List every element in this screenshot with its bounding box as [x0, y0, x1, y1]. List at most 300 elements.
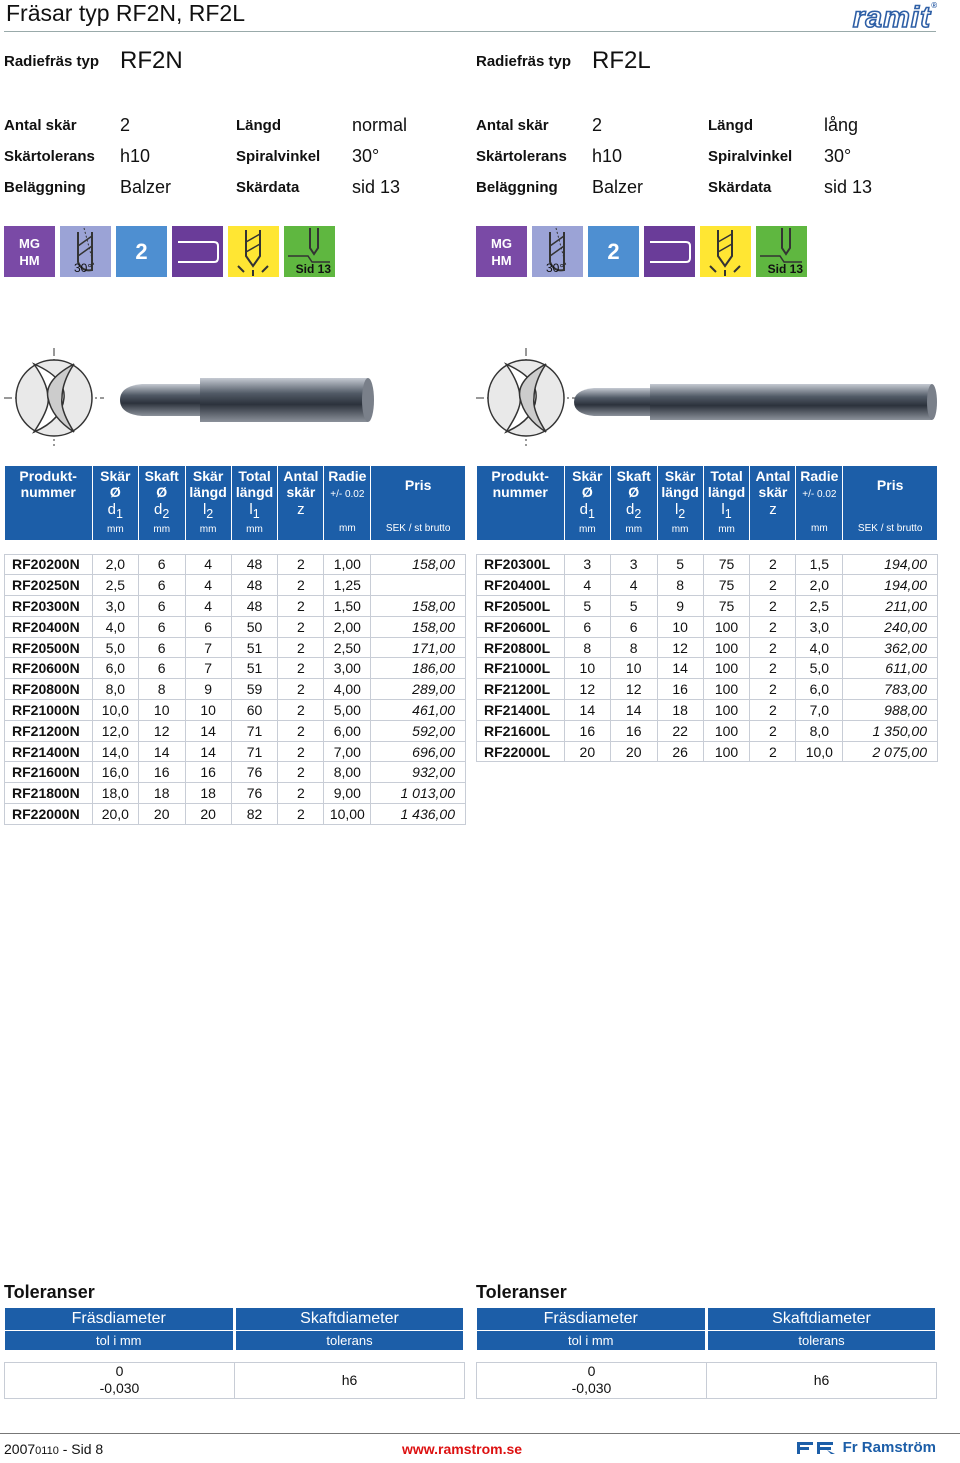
- material-line-2: HM: [491, 252, 512, 268]
- table-row: [477, 637, 938, 658]
- radius: 1,5: [796, 554, 843, 575]
- col-price: Pris SEK / st brutto: [371, 466, 466, 540]
- product-number: RF20600L: [477, 616, 565, 637]
- prop-value: Balzer: [120, 177, 172, 197]
- shank-diameter: 6: [138, 616, 185, 637]
- flutes: 2: [278, 741, 324, 762]
- rf2l-table-body: [477, 540, 938, 762]
- flutes: 2: [750, 741, 796, 762]
- prop-key: Längd: [236, 117, 281, 134]
- radius: 8,0: [796, 720, 843, 741]
- product-number: RF21000L: [477, 658, 565, 679]
- cut-diameter: 10: [564, 658, 610, 679]
- cut-diameter: 18,0: [92, 783, 138, 804]
- cutting-data-icon: [284, 226, 335, 277]
- price: 171,00: [371, 637, 466, 658]
- cut-diameter: 12: [564, 679, 610, 700]
- total-length: 100: [703, 720, 750, 741]
- cut-length: 18: [657, 700, 703, 721]
- flutes: 2: [750, 637, 796, 658]
- price: 988,00: [843, 700, 938, 721]
- flutes: 2: [278, 658, 324, 679]
- table-row: [477, 554, 938, 575]
- cut-diameter: 4,0: [92, 616, 138, 637]
- total-length: 100: [703, 637, 750, 658]
- prop-row: [476, 172, 938, 203]
- tol-mill-value: 0 -0,030: [5, 1362, 235, 1398]
- total-length: 100: [703, 679, 750, 700]
- shank-diameter: 16: [610, 720, 657, 741]
- rf2n-table-body: [5, 540, 466, 824]
- cut-length: 9: [657, 596, 703, 617]
- fr-ramstrom-logo-icon: [797, 1441, 837, 1455]
- cut-diameter: 2,0: [92, 554, 138, 575]
- cut-length: 26: [657, 741, 703, 762]
- cut-diameter: 5,0: [92, 637, 138, 658]
- prop-row: [4, 141, 466, 172]
- col-product: Produkt- nummer: [5, 466, 93, 540]
- price: 194,00: [843, 554, 938, 575]
- cut-length: 9: [185, 679, 231, 700]
- cut-length: 7: [185, 637, 231, 658]
- length-icon: [644, 226, 695, 277]
- table-row: [5, 658, 466, 679]
- col-cut-dia: Skär Ø $d_1$ mm: [564, 466, 610, 540]
- prop-value: lång: [824, 115, 859, 135]
- flutes: 2: [278, 679, 324, 700]
- total-length: 71: [231, 720, 278, 741]
- registered-mark: ®: [931, 1, 938, 10]
- table-header-row: [477, 466, 938, 540]
- shank-diameter: 8: [610, 637, 657, 658]
- prop-value: 2: [592, 115, 603, 135]
- prop-row: [4, 172, 466, 203]
- material-icon: [4, 226, 55, 277]
- total-length: 82: [231, 804, 278, 825]
- cut-length: 5: [657, 554, 703, 575]
- price: 158,00: [371, 596, 466, 617]
- radius: 2,5: [796, 596, 843, 617]
- radius: 6,0: [796, 679, 843, 700]
- flutes: 2: [278, 554, 324, 575]
- radius: 5,0: [796, 658, 843, 679]
- rf2n-tool-image: [4, 348, 466, 448]
- product-number: RF20400N: [5, 616, 93, 637]
- flute-count-icon: [588, 226, 639, 277]
- radius: 4,00: [324, 679, 371, 700]
- total-length: 100: [703, 741, 750, 762]
- product-number: RF20500N: [5, 637, 93, 658]
- product-number: RF21400L: [477, 700, 565, 721]
- shank-diameter: 18: [138, 783, 185, 804]
- flutes: 2: [750, 720, 796, 741]
- cut-length: 14: [657, 658, 703, 679]
- cut-length: 4: [185, 596, 231, 617]
- table-row: [5, 596, 466, 617]
- total-length: 48: [231, 596, 278, 617]
- col-total-length: Total längd $l_1$ mm: [703, 466, 750, 540]
- product-number: RF22000N: [5, 804, 93, 825]
- tol-col-mill-sub: tol i mm: [477, 1330, 707, 1350]
- rf2l-table: [476, 466, 938, 762]
- cut-diameter: 6: [564, 616, 610, 637]
- radius: 3,00: [324, 658, 371, 679]
- cut-diameter: 4: [564, 575, 610, 596]
- flutes: 2: [750, 658, 796, 679]
- total-length: 51: [231, 637, 278, 658]
- total-length: 100: [703, 616, 750, 637]
- spiral-angle-icon: [532, 226, 583, 277]
- radius: 10,0: [796, 741, 843, 762]
- price: 289,00: [371, 679, 466, 700]
- flutes: 2: [278, 804, 324, 825]
- table-row: [5, 679, 466, 700]
- col-shank-dia: Skaft Ø $d_2$ mm: [610, 466, 657, 540]
- product-number: RF21600N: [5, 762, 93, 783]
- table-row: [5, 637, 466, 658]
- shank-diameter: 5: [610, 596, 657, 617]
- coating-icon: [700, 226, 751, 277]
- total-length: 75: [703, 554, 750, 575]
- shank-diameter: 10: [138, 700, 185, 721]
- tol-col-shank-sub: tolerans: [235, 1330, 465, 1350]
- product-number: RF21200N: [5, 720, 93, 741]
- page-title: Fräsar typ RF2N, RF2L: [6, 0, 245, 26]
- radius: 2,0: [796, 575, 843, 596]
- coating-icon: [228, 226, 279, 277]
- length-icon-graphic: [172, 226, 223, 277]
- table-row: [5, 575, 466, 596]
- flutes: 2: [750, 700, 796, 721]
- table-row: [477, 700, 938, 721]
- shank-diameter: 4: [610, 575, 657, 596]
- properties: [476, 110, 938, 203]
- prop-key: Beläggning: [476, 179, 558, 196]
- col-flutes: Antal skär z: [750, 466, 796, 540]
- length-icon-graphic: [644, 226, 695, 277]
- prop-row: [476, 141, 938, 172]
- prop-value: 2: [120, 115, 131, 135]
- cut-length: 16: [657, 679, 703, 700]
- shank-diameter: 8: [138, 679, 185, 700]
- table-row: [5, 762, 466, 783]
- product-number: RF21800N: [5, 783, 93, 804]
- prop-key: Skärdata: [708, 179, 772, 196]
- total-length: 100: [703, 658, 750, 679]
- total-length: 76: [231, 783, 278, 804]
- table-row: [5, 720, 466, 741]
- cut-length: 6: [185, 616, 231, 637]
- cutting-data-icon: [756, 226, 807, 277]
- tol-col-mill-dia: Fräsdiameter: [5, 1308, 235, 1330]
- type-value: RF2L: [592, 47, 651, 74]
- total-length: 60: [231, 700, 278, 721]
- tol-shank-value: h6: [707, 1362, 937, 1398]
- total-length: 50: [231, 616, 278, 637]
- tol-shank-value: h6: [235, 1362, 465, 1398]
- coating-icon-graphic: [700, 226, 751, 277]
- shank-diameter: 12: [610, 679, 657, 700]
- rf2n-table: [4, 466, 466, 825]
- radius: 3,0: [796, 616, 843, 637]
- price: 211,00: [843, 596, 938, 617]
- prop-value: normal: [352, 115, 408, 135]
- radius: 1,00: [324, 554, 371, 575]
- tolerances-table: [476, 1308, 938, 1399]
- table-row: [477, 720, 938, 741]
- price: 1 436,00: [371, 804, 466, 825]
- price: 158,00: [371, 554, 466, 575]
- table-header-row: [5, 466, 466, 540]
- cut-diameter: 12,0: [92, 720, 138, 741]
- price: 362,00: [843, 637, 938, 658]
- shank-diameter: 6: [138, 658, 185, 679]
- prop-key: Skärdata: [236, 179, 300, 196]
- prop-value: h10: [120, 146, 151, 166]
- cut-length: 14: [185, 720, 231, 741]
- type-label: Radiefräs typ: [476, 52, 572, 70]
- table-row: [477, 741, 938, 762]
- logo-text: ramit: [852, 1, 932, 34]
- flutes: 2: [278, 596, 324, 617]
- flute-count-icon: [116, 226, 167, 277]
- flutes: 2: [278, 575, 324, 596]
- shank-diameter: 6: [610, 616, 657, 637]
- price: 186,00: [371, 658, 466, 679]
- cut-diameter: 20: [564, 741, 610, 762]
- cut-length: 20: [185, 804, 231, 825]
- tol-mill-value: 0 -0,030: [477, 1362, 707, 1398]
- prop-value: sid 13: [824, 177, 873, 197]
- radius: 9,00: [324, 783, 371, 804]
- cut-diameter: 5: [564, 596, 610, 617]
- cut-diameter: 8: [564, 637, 610, 658]
- cut-length: 4: [185, 575, 231, 596]
- col-cut-dia: Skär Ø $d_1$ mm: [92, 466, 138, 540]
- tol-col-mill-sub: tol i mm: [5, 1330, 235, 1350]
- angle-text: 30°: [74, 261, 93, 275]
- cut-length: 10: [657, 616, 703, 637]
- flutes: 2: [278, 637, 324, 658]
- product-number: RF20300L: [477, 554, 565, 575]
- table-row: [5, 554, 466, 575]
- cut-diameter: 2,5: [92, 575, 138, 596]
- product-number: RF21200L: [477, 679, 565, 700]
- length-icon: [172, 226, 223, 277]
- col-price: Pris SEK / st brutto: [843, 466, 938, 540]
- icon-row: [476, 226, 807, 277]
- product-number: RF20800L: [477, 637, 565, 658]
- prop-value: sid 13: [352, 177, 401, 197]
- flutes: 2: [750, 575, 796, 596]
- radius: 10,00: [324, 804, 371, 825]
- flutes: 2: [750, 596, 796, 617]
- coating-icon-graphic: [228, 226, 279, 277]
- cut-diameter: 3: [564, 554, 610, 575]
- price: 783,00: [843, 679, 938, 700]
- flute-count: 2: [607, 238, 620, 264]
- total-length: 76: [231, 762, 278, 783]
- cut-length: 22: [657, 720, 703, 741]
- icon-row: [4, 226, 335, 277]
- cut-length: 10: [185, 700, 231, 721]
- cut-length: 4: [185, 554, 231, 575]
- cut-diameter: 3,0: [92, 596, 138, 617]
- tol-col-shank-dia: Skaftdiameter: [707, 1308, 937, 1330]
- total-length: 100: [703, 700, 750, 721]
- rf2l-tool-image: [476, 348, 938, 448]
- material-line-1: MG: [19, 235, 40, 251]
- type-row: [4, 44, 183, 78]
- table-row: [5, 700, 466, 721]
- prop-key: Antal skär: [476, 117, 549, 134]
- table-row: [5, 741, 466, 762]
- product-number: RF20500L: [477, 596, 565, 617]
- prop-key: Längd: [708, 117, 753, 134]
- angle-text: 30°: [546, 261, 565, 275]
- tol-col-mill-dia: Fräsdiameter: [477, 1308, 707, 1330]
- shank-diameter: 6: [138, 575, 185, 596]
- sid-text: Sid 13: [767, 262, 803, 276]
- radius: 8,00: [324, 762, 371, 783]
- total-length: 48: [231, 575, 278, 596]
- product-number: RF21400N: [5, 741, 93, 762]
- price: 240,00: [843, 616, 938, 637]
- col-flutes: Antal skär z: [278, 466, 324, 540]
- col-cut-length: Skär längd $l_2$ mm: [657, 466, 703, 540]
- material-icon: [476, 226, 527, 277]
- radius: 4,0: [796, 637, 843, 658]
- col-radius: Radie +/- 0.02 mm: [796, 466, 843, 540]
- product-number: RF20400L: [477, 575, 565, 596]
- flutes: 2: [278, 762, 324, 783]
- shank-diameter: 20: [138, 804, 185, 825]
- price: 1 350,00: [843, 720, 938, 741]
- cut-diameter: 8,0: [92, 679, 138, 700]
- product-number: RF20800N: [5, 679, 93, 700]
- tol-col-shank-sub: tolerans: [707, 1330, 937, 1350]
- shank-diameter: 6: [138, 637, 185, 658]
- prop-key: Skärtolerans: [4, 148, 95, 165]
- product-number: RF20250N: [5, 575, 93, 596]
- total-length: 75: [703, 596, 750, 617]
- prop-key: Beläggning: [4, 179, 86, 196]
- shank-diameter: 14: [610, 700, 657, 721]
- col-total-length: Total längd $l_1$ mm: [231, 466, 278, 540]
- footer-url-link[interactable]: www.ramstrom.se: [402, 1441, 523, 1457]
- flutes: 2: [278, 720, 324, 741]
- col-cut-length: Skär längd $l_2$ mm: [185, 466, 231, 540]
- radius: 7,00: [324, 741, 371, 762]
- product-number: RF21000N: [5, 700, 93, 721]
- shank-diameter: 12: [138, 720, 185, 741]
- prop-value: Balzer: [592, 177, 644, 197]
- price: 194,00: [843, 575, 938, 596]
- price: 461,00: [371, 700, 466, 721]
- type-row: [476, 44, 651, 78]
- cut-diameter: 10,0: [92, 700, 138, 721]
- type-label: Radiefräs typ: [4, 52, 100, 70]
- cut-diameter: 16: [564, 720, 610, 741]
- shank-diameter: 6: [138, 554, 185, 575]
- material-line-2: HM: [19, 252, 40, 268]
- cut-length: 16: [185, 762, 231, 783]
- flutes: 2: [278, 616, 324, 637]
- footer-divider: [0, 1433, 960, 1434]
- prop-value: h10: [592, 146, 623, 166]
- flutes: 2: [750, 616, 796, 637]
- table-row: [477, 575, 938, 596]
- col-product: Produkt- nummer: [477, 466, 565, 540]
- cut-diameter: 6,0: [92, 658, 138, 679]
- total-length: 59: [231, 679, 278, 700]
- footer-brand: [797, 1439, 936, 1456]
- properties: [4, 110, 466, 203]
- flutes: 2: [278, 700, 324, 721]
- shank-diameter: 3: [610, 554, 657, 575]
- price: 2 075,00: [843, 741, 938, 762]
- cut-diameter: 14: [564, 700, 610, 721]
- type-value: RF2N: [120, 47, 183, 74]
- total-length: 71: [231, 741, 278, 762]
- tolerances-right: [476, 1282, 938, 1399]
- product-number: RF21600L: [477, 720, 565, 741]
- radius: 7,0: [796, 700, 843, 721]
- shank-diameter: 10: [610, 658, 657, 679]
- cut-length: 18: [185, 783, 231, 804]
- cut-length: 8: [657, 575, 703, 596]
- price: 932,00: [371, 762, 466, 783]
- product-number: RF20600N: [5, 658, 93, 679]
- prop-value: 30°: [824, 146, 852, 166]
- cut-diameter: 14,0: [92, 741, 138, 762]
- price: 696,00: [371, 741, 466, 762]
- shank-diameter: 14: [138, 741, 185, 762]
- flutes: 2: [750, 679, 796, 700]
- cut-length: 12: [657, 637, 703, 658]
- shank-diameter: 16: [138, 762, 185, 783]
- total-length: 75: [703, 575, 750, 596]
- product-number: RF22000L: [477, 741, 565, 762]
- table-row: [477, 596, 938, 617]
- tol-col-shank-dia: Skaftdiameter: [235, 1308, 465, 1330]
- shank-diameter: 20: [610, 741, 657, 762]
- radius: 1,25: [324, 575, 371, 596]
- cut-length: 7: [185, 658, 231, 679]
- tolerances-table: [4, 1308, 466, 1399]
- price: 158,00: [371, 616, 466, 637]
- table-row: [5, 783, 466, 804]
- prop-row: [476, 110, 938, 141]
- table-row: [477, 658, 938, 679]
- col-shank-dia: Skaft Ø $d_2$ mm: [138, 466, 185, 540]
- footer-page: 20070110 - Sid 8: [4, 1441, 104, 1457]
- radius: 2,50: [324, 637, 371, 658]
- material-line-1: MG: [491, 235, 512, 251]
- product-number: RF20200N: [5, 554, 93, 575]
- price: 1 013,00: [371, 783, 466, 804]
- tolerances-heading: Toleranser: [476, 1282, 567, 1302]
- price: 592,00: [371, 720, 466, 741]
- prop-key: Spiralvinkel: [708, 148, 793, 165]
- cut-diameter: 20,0: [92, 804, 138, 825]
- sid-text: Sid 13: [295, 262, 331, 276]
- product-number: RF20300N: [5, 596, 93, 617]
- flutes: 2: [278, 783, 324, 804]
- tolerances-heading: Toleranser: [4, 1282, 95, 1302]
- table-row: [5, 616, 466, 637]
- prop-key: Antal skär: [4, 117, 77, 134]
